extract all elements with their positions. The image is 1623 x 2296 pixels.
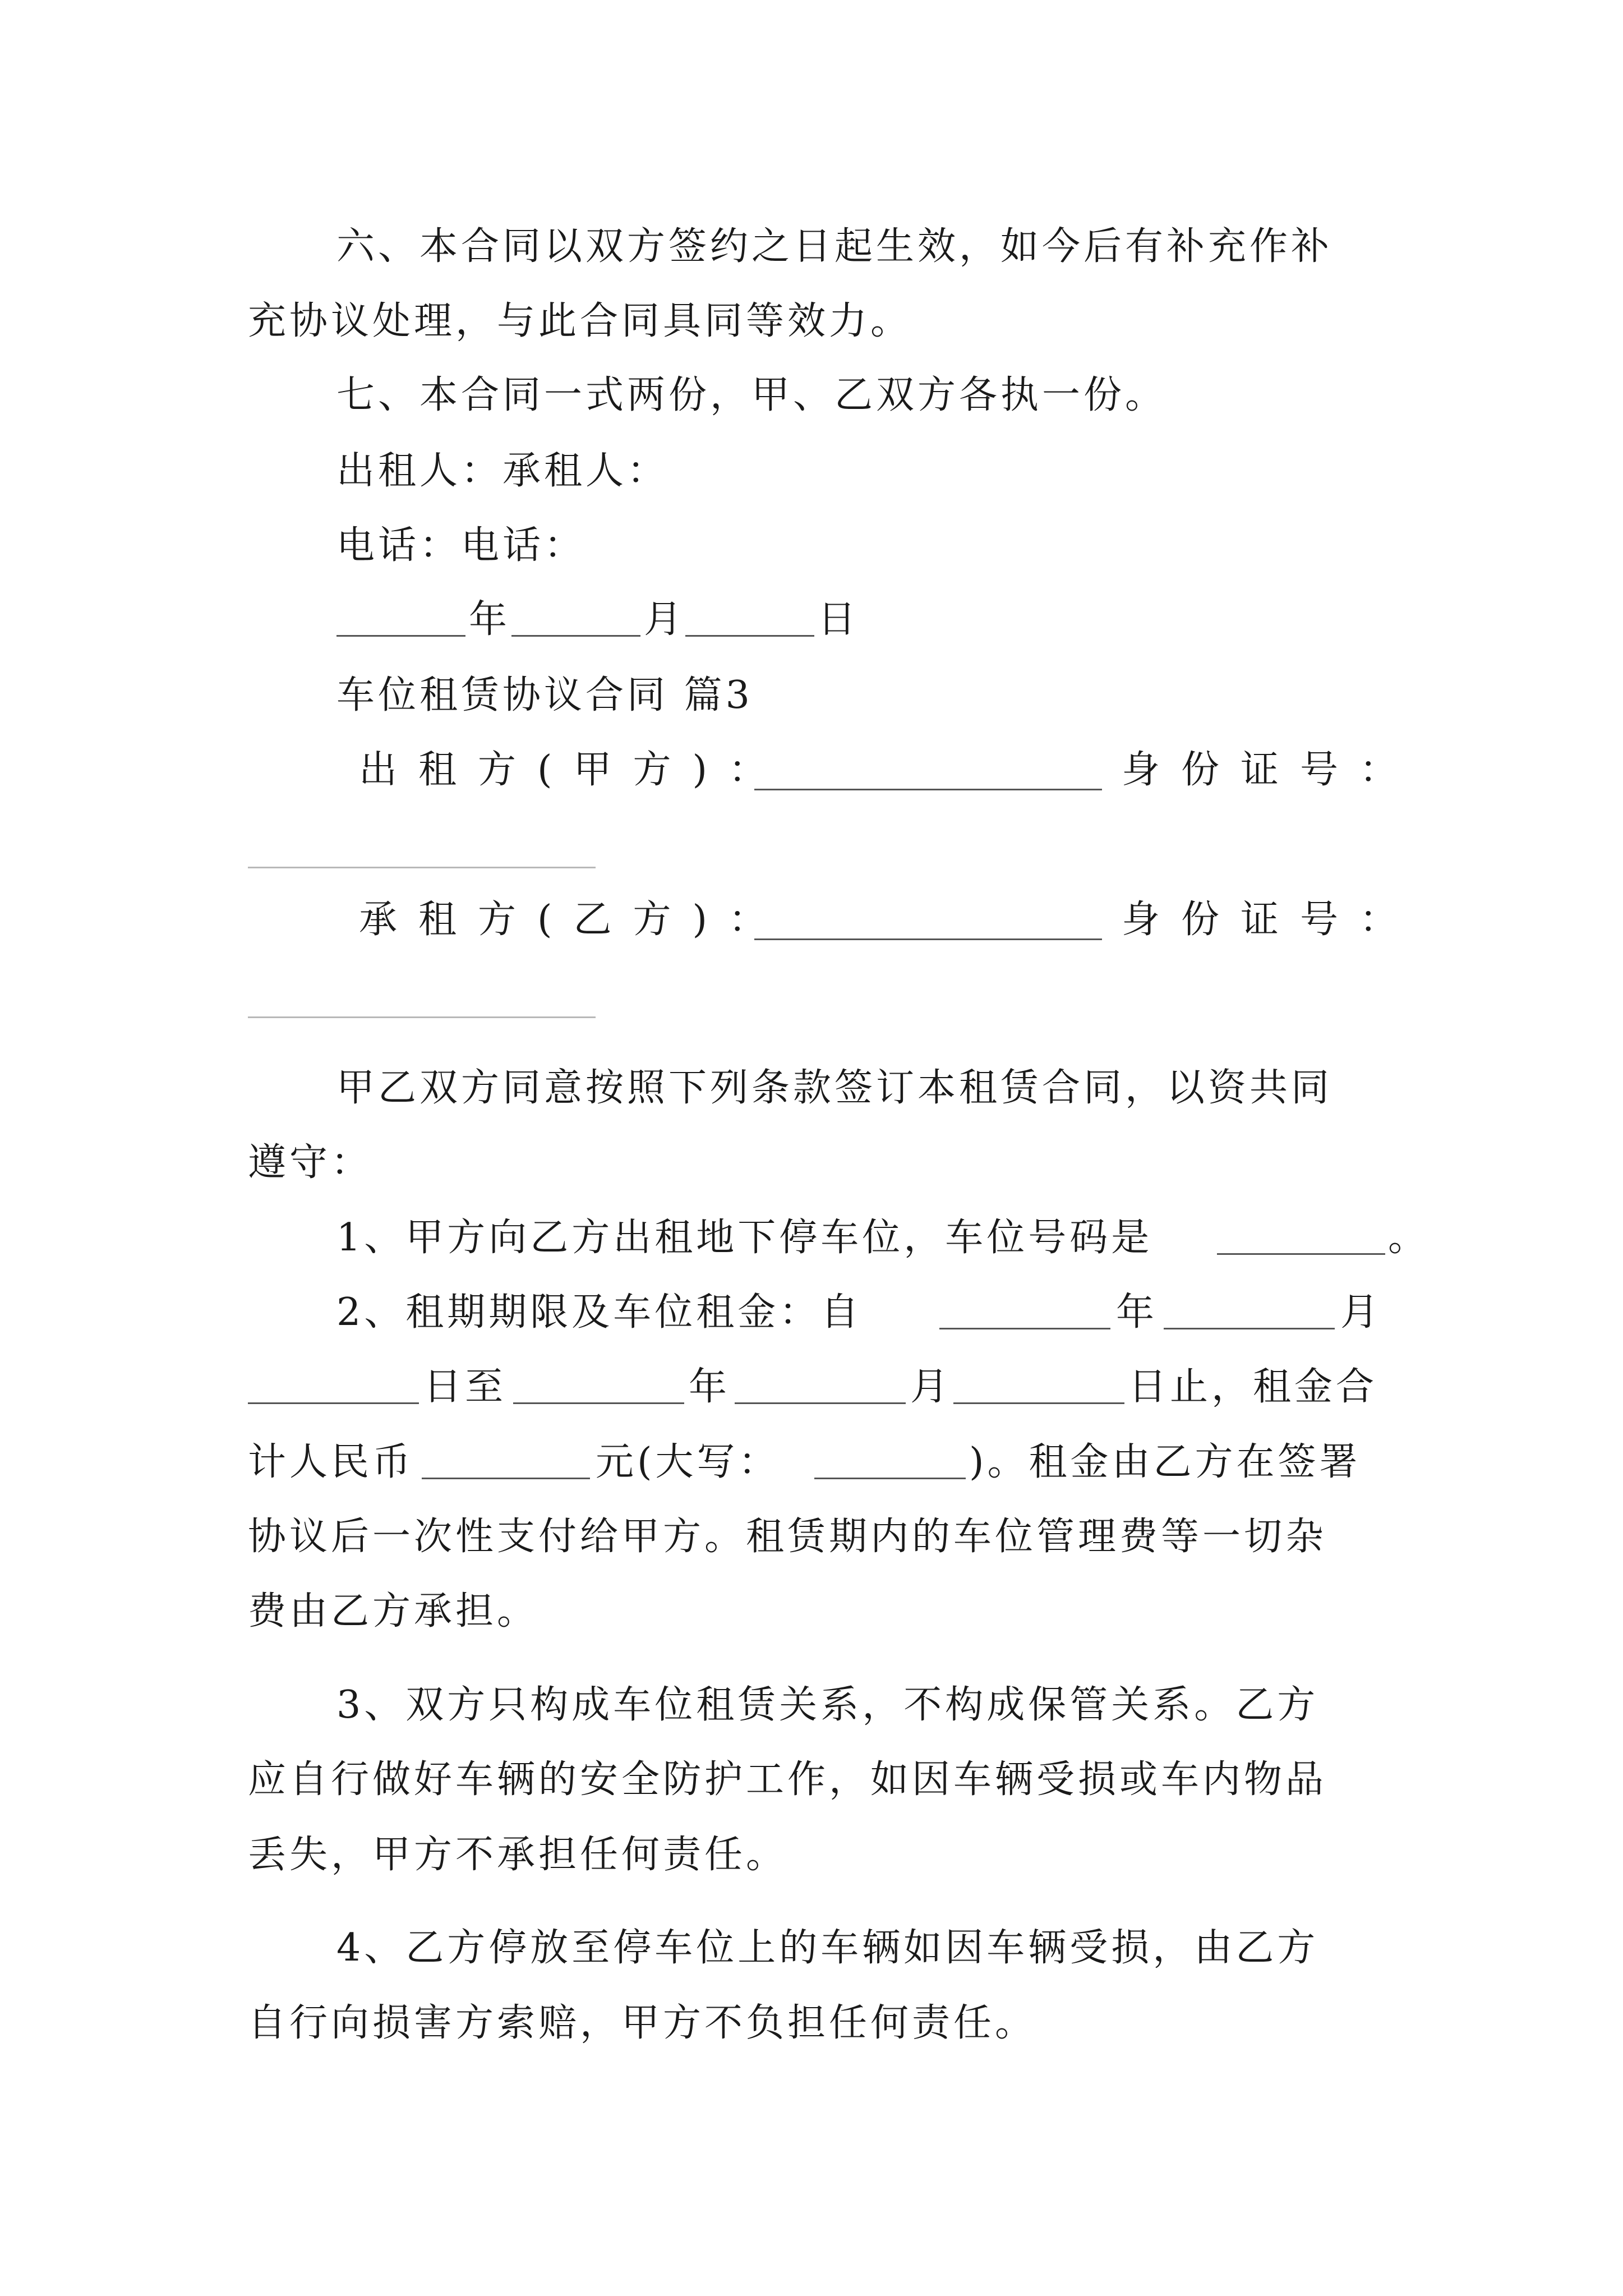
lessor-name-blank [754,789,1102,790]
end-day-blank [953,1402,1124,1404]
lessor-id-blank [248,867,596,868]
item-4-text-2: 自行向损害方索赔，甲方不负担任何责任。 [248,2001,1037,2045]
date-year-label: 年 [469,597,511,642]
item-2-text-5: 费由乙方承担。 [248,1589,539,1634]
rent-words-blank [814,1478,966,1479]
clause-7-text: 七、本合同一式两份，甲、乙双方各执一份。 [336,373,1167,417]
item-3-line-3 [0,1824,1623,1886]
item-3-text-3: 丢失，甲方不承担任何责任。 [248,1833,788,1877]
end-year-blank [513,1402,684,1404]
item-2-text-3b: 元(大写： [596,1440,780,1484]
lessee-name-blank [754,938,1102,940]
item-2-text-3c: )。租金由乙方在签署 [969,1440,1361,1484]
end-year-label: 年 [689,1365,731,1409]
date-day-label: 日 [818,597,860,642]
clause-6-text-1: 六、本合同以双方签约之日起生效，如今后有补充作补 [336,224,1333,269]
item-2-text-3a: 计人民币 [248,1440,414,1484]
lessor-label: 出租方(甲方)： [359,748,789,792]
item-1-line [0,1207,1623,1269]
start-month-label: 月 [1340,1290,1382,1335]
lessor-id-label: 身份证号： [1122,748,1419,792]
item-2-line-3 [0,1432,1623,1493]
signature-parties: 出租人：承租人： [336,449,669,493]
intro-line-2 [0,1132,1623,1194]
item-4-text-1: 4、乙方停放至停车位上的车辆如因车辆受损，由乙方 [336,1926,1319,1970]
item-2-line-5 [0,1581,1623,1642]
rent-amount-blank [422,1478,590,1479]
date-month-blank [511,635,640,637]
item-2-line-2 [0,1356,1623,1418]
signature-phones-line [0,515,1623,577]
section-title: 车位租赁协议合同 篇3 [336,673,753,717]
lessee-label: 承租方(乙方)： [359,898,789,942]
item-4-line-2 [0,1993,1623,2054]
clause-7-line [0,365,1623,426]
lessee-line [0,889,1623,951]
item-2-day-to: 日至 [423,1365,507,1409]
intro-text-2: 遵守： [248,1140,373,1185]
item-3-line-2 [0,1749,1623,1811]
intro-text-1: 甲乙双方同意按照下列条款签订本租赁合同，以资共同 [336,1066,1333,1110]
signature-parties-line [0,440,1623,502]
signature-date-line [0,589,1623,651]
parking-number-blank [1217,1253,1385,1255]
start-year-blank [939,1328,1110,1329]
date-day-blank [685,635,814,637]
clause-6-text-2: 充协议处理，与此合同具同等效力。 [248,299,912,343]
item-2-day-end: 日止，租金合 [1128,1365,1378,1409]
item-3-text-1: 3、双方只构成车位租赁关系，不构成保管关系。乙方 [336,1683,1319,1727]
clause-6-line-1 [0,216,1623,278]
item-3-text-2: 应自行做好车辆的安全防护工作，如因车辆受损或车内物品 [248,1757,1327,1802]
end-month-label: 月 [910,1365,952,1409]
date-year-blank [336,635,465,637]
signature-phones: 电话：电话： [336,523,586,568]
item-1-text: 1、甲方向乙方出租地下停车位，车位号码是 [336,1216,1153,1260]
lessor-line [0,739,1623,801]
item-3-line-1 [0,1674,1623,1736]
lessee-id-blank [248,1016,596,1018]
clause-6-line-2 [0,291,1623,352]
item-2-text-4: 协议后一次性支付给甲方。租赁期内的车位管理费等一切杂 [248,1515,1327,1559]
start-month-blank [1164,1328,1335,1329]
item-4-line-1 [0,1917,1623,1979]
start-year-label: 年 [1116,1290,1158,1335]
item-2-text-1: 2、租期期限及车位租金：自 [336,1290,863,1335]
item-2-line-4 [0,1506,1623,1568]
section-title-line [0,665,1623,726]
start-day-blank [248,1402,419,1404]
item-1-end: 。 [1388,1216,1430,1260]
date-month-label: 月 [644,597,686,642]
item-2-line-1 [0,1282,1623,1343]
intro-line-1 [0,1057,1623,1119]
end-month-blank [735,1402,906,1404]
lessee-id-label: 身份证号： [1122,898,1419,942]
